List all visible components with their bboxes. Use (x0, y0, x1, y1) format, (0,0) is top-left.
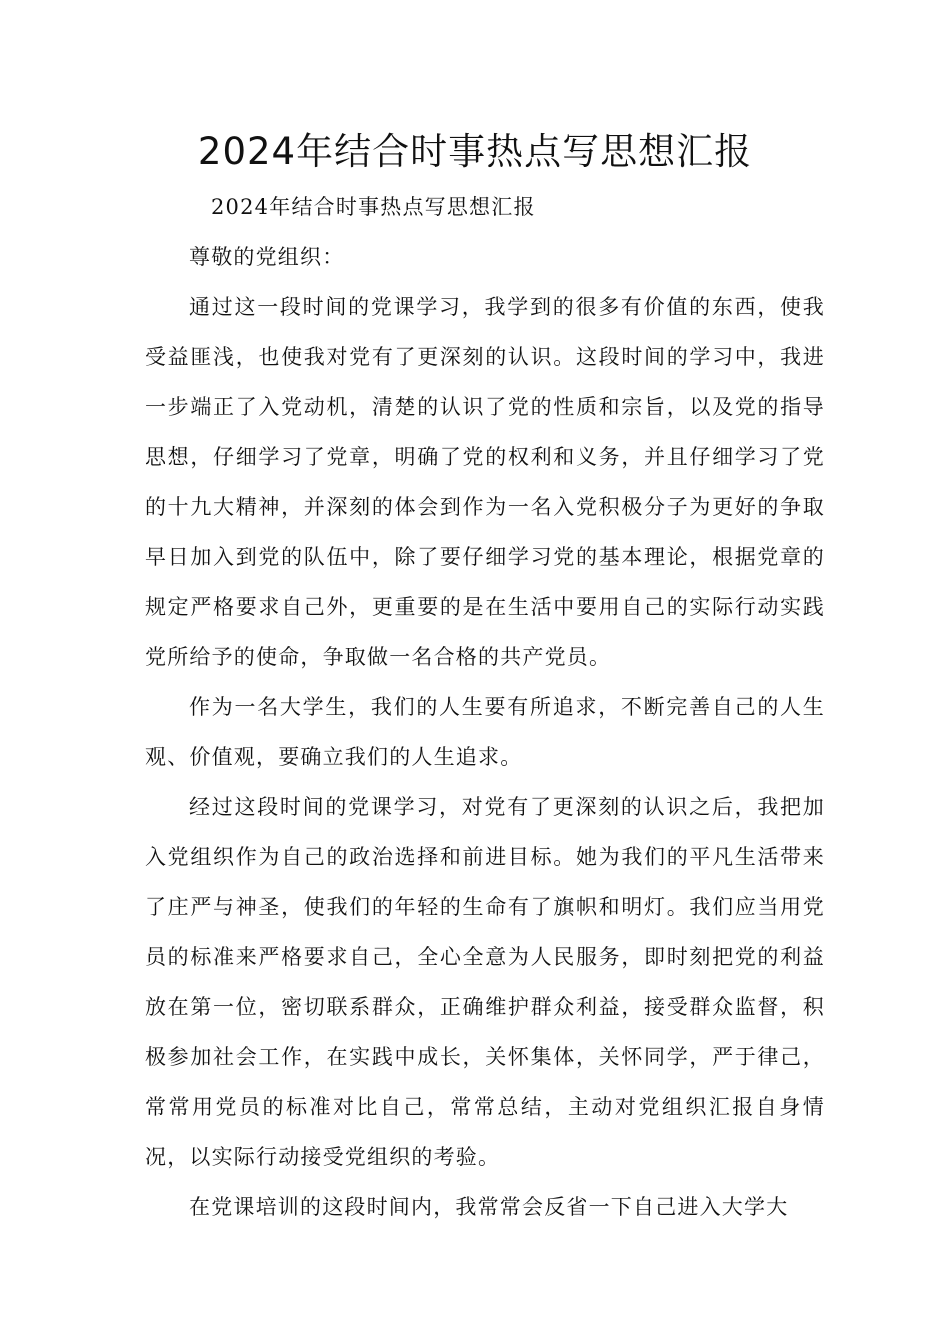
paragraph-4: 在党课培训的这段时间内，我常常会反省一下自己进入大学大 (189, 1195, 789, 1219)
document-title: 2024年结合时事热点写思想汇报 (197, 130, 753, 173)
paragraph-2: 作为一名大学生，我们的人生要有所追求，不断完善自己的人生观、价值观，要确立我们的人生追求。 (145, 695, 825, 769)
paragraph-3: 经过这段时间的党课学习，对党有了更深刻的认识之后，我把加入党组织作为自己的政治选择和前进目标。她为我们的平凡生活带来了庄严与神圣，使我们的年轻的生命有了旗帜和明灯。我们应当用党员的标准来严格要求自己，全心全意为人民服务，即时刻把党的利益放在第一位，密切联系群众，正确维护群众利益，接受群众监督，积极参加社会工作，在实践中成长，关怀集体，关怀同学，严于律己，常常用党员的标准对比自己，常常总结，主动对党组织汇报自身情况，以实际行动接受党组织的考验。 (145, 795, 825, 1169)
paragraph-1: 通过这一段时间的党课学习，我学到的很多有价值的东西，使我受益匪浅，也使我对党有了更深刻的认识。这段时间的学习中，我进一步端正了入党动机，清楚的认识了党的性质和宗旨，以及党的指导思想，仔细学习了党章，明确了党的权利和义务，并且仔细学习了党的十九大精神，并深刻的体会到作为一名入党积极分子为更好的争取早日加入到党的队伍中，除了要仔细学习党的基本理论，根据党章的规定严格要求自己外，更重要的是在生活中要用自己的实际行动实践党所给予的使命，争取做一名合格的共产党员。 (145, 295, 825, 669)
document-body (145, 182, 825, 1232)
salutation: 尊敬的党组织： (189, 245, 345, 269)
document-subtitle: 2024年结合时事热点写思想汇报 (211, 195, 536, 219)
